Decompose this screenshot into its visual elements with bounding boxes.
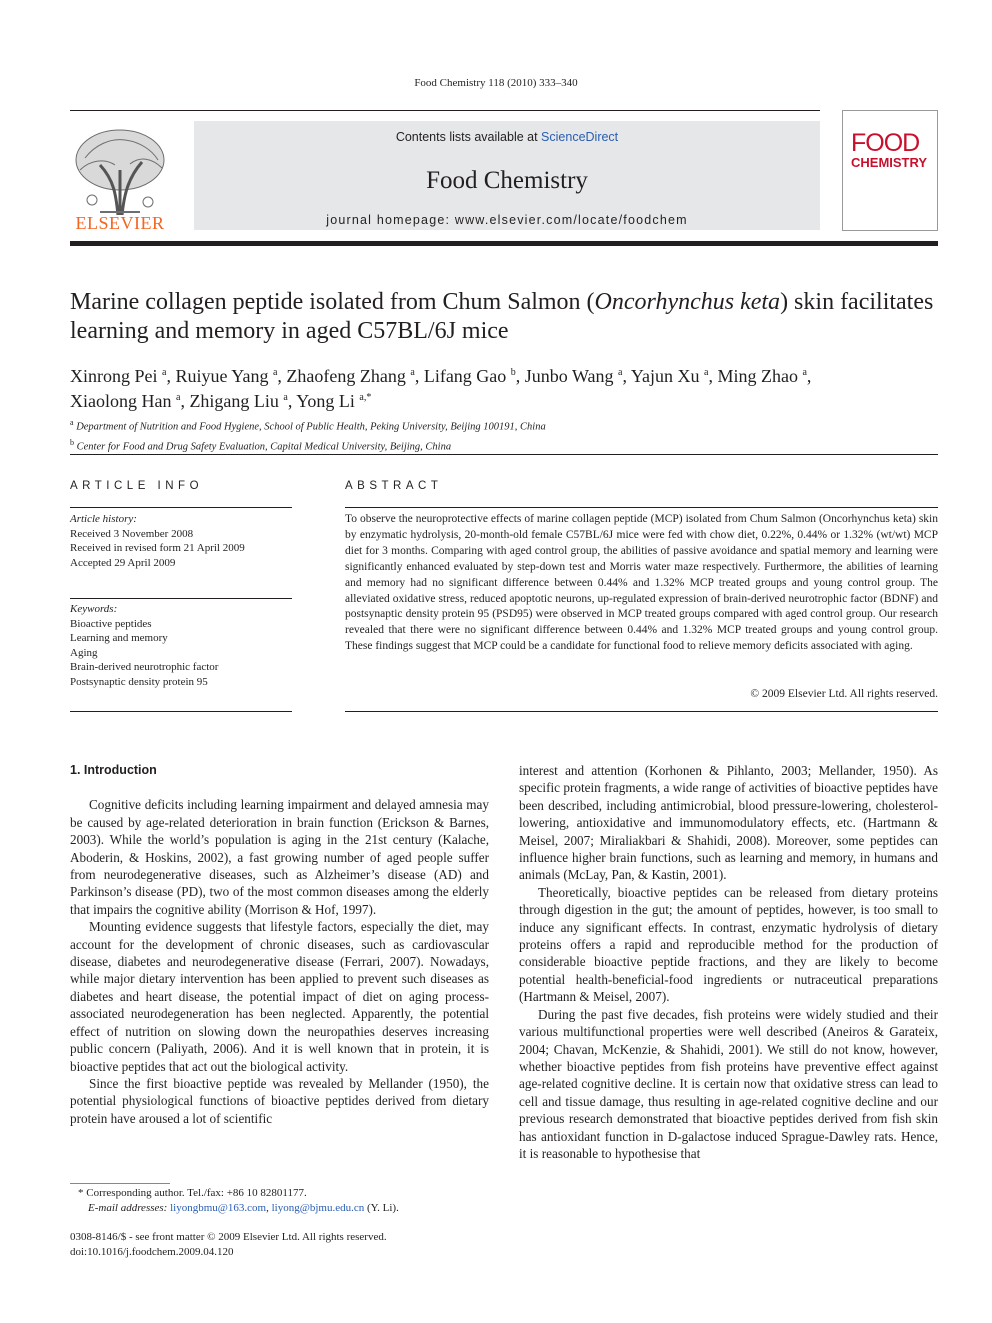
- article-info-heading: ARTICLE INFO: [70, 480, 204, 492]
- contents-line: [194, 130, 820, 144]
- abstract-text: To observe the neuroprotective effects of marine collagen peptide (MCP) isolated from Chum Salmon (Oncorhynchus keta) skin by enzymatic hydrolysis, 20-month-old female C57BL/6J mice were fed with chow diet, 0.22%, 0.44% or 1.32% (wt/wt) MCP diet for 3 months. Comparing with aged control group, the abilities of passive avoidance and spatial memory and learning were significantly enhanced evaluated by step-down test and Morris water maze respectively. Furthermore, the abilities of learning and memory had no significant difference between 0.44% and 1.32% MCP treated groups and young control group. The alleviated oxidative stress, reduced apoptotic neurons, up-regulated expression of brain-derived neurotrophic factor (BDNF) and postsynaptic density protein 95 (PSD95) were observed in MCP treated groups compared with aged control group. Our research revealed that there were no significant difference between 0.44% and 1.32% MCP treated groups and young control group. These findings suggest that MCP could be a candidate for functional food to relieve memory deficits associated with aging.: [345, 513, 938, 653]
- history-label: Article history:: [70, 513, 137, 525]
- info-rule-3: [70, 711, 292, 712]
- keywords-label: Keywords:: [70, 603, 118, 615]
- masthead-top-rule: [70, 110, 820, 111]
- author-name[interactable]: Xinrong Pei $^a$: [70, 366, 167, 386]
- author-name[interactable]: Yajun Xu $^a$: [630, 366, 709, 386]
- section-heading-introduction: 1. Introduction: [70, 763, 157, 777]
- corresponding-author-note: * Corresponding author. Tel./fax: +86 10 82801177.: [78, 1187, 307, 1199]
- article-history: [70, 512, 292, 570]
- author-affiliation-marker[interactable]: a: [618, 367, 623, 378]
- email-link-1[interactable]: liyongbmu@163.com: [170, 1201, 267, 1214]
- email-link-2[interactable]: liyong@bjmu.edu.cn: [271, 1201, 365, 1214]
- info-rule-1: [70, 507, 292, 508]
- article-title: Marine collagen peptide isolated from Chum Salmon (Oncorhynchus keta) skin facilitates learning and memory in aged C57BL/6J mice: [70, 289, 934, 344]
- author-name[interactable]: Yong Li $^{a,*}$: [296, 391, 372, 411]
- journal-reference: Food Chemistry 118 (2010) 333–340: [414, 77, 578, 89]
- keywords-block: [70, 602, 292, 689]
- author-affiliation-marker[interactable]: a: [175, 392, 181, 403]
- affiliation-marker: a: [70, 418, 74, 427]
- history-item: Accepted 29 April 2009: [70, 556, 176, 569]
- cover-line1: FOOD: [851, 129, 920, 157]
- footnote-rule: [70, 1183, 170, 1184]
- author-list: [70, 362, 938, 412]
- author-affiliation-marker[interactable]: a: [410, 367, 415, 378]
- author-name[interactable]: Xiaolong Han $^a$: [70, 391, 181, 411]
- email-note: E-mail addresses: liyongbmu@163.com, liyong@bjmu.edu.cn (Y. Li).: [88, 1201, 399, 1214]
- keyword: Brain-derived neurotrophic factor: [70, 661, 219, 673]
- author-name[interactable]: Lifang Gao $^b$: [423, 366, 516, 386]
- keyword: Learning and memory: [70, 632, 168, 644]
- author-name[interactable]: Junbo Wang $^a$: [524, 366, 623, 386]
- author-affiliation-marker[interactable]: a,*: [359, 392, 372, 403]
- author-affiliation-marker[interactable]: a: [283, 392, 288, 403]
- author-line-1: Xinrong Pei $^a$, Ruiyue Yang $^a$, Zhaofeng Zhang $^a$, Lifang Gao $^b$, Junbo Wang $^a$, Yajun Xu $^a$, Ming Zhao $^a$,: [70, 366, 812, 386]
- history-item: Received 3 November 2008: [70, 527, 194, 540]
- keyword-list: [70, 617, 292, 690]
- author-affiliation-marker[interactable]: b: [510, 367, 516, 378]
- info-rule-2: [70, 598, 292, 599]
- author-affiliation-marker[interactable]: a: [272, 367, 278, 378]
- masthead-thick-rule: [70, 241, 938, 246]
- journal-cover-thumbnail[interactable]: [842, 110, 938, 231]
- affiliation: $^b$ Center for Food and Drug Safety Evaluation, Capital Medical University, Beijing, China: [70, 437, 452, 452]
- keyword: Aging: [70, 646, 98, 659]
- cover-line2: CHEMISTRY: [851, 155, 928, 170]
- publisher-name: ELSEVIER: [75, 213, 165, 233]
- abstract-rule-bottom: [345, 711, 938, 712]
- journal-title: Food Chemistry: [426, 167, 588, 194]
- author-affiliation-marker[interactable]: a: [704, 367, 709, 378]
- author-name[interactable]: Zhaofeng Zhang $^a$: [286, 366, 415, 386]
- abstract-rule-top: [345, 507, 938, 508]
- keyword: Bioactive peptides: [70, 617, 152, 630]
- affiliations: [70, 415, 938, 454]
- issn-line: 0308-8146/$ - see front matter © 2009 Elsevier Ltd. All rights reserved.: [70, 1231, 387, 1243]
- contents-prefix: Contents lists available at: [395, 130, 542, 144]
- email-suffix: (Y. Li).: [366, 1201, 399, 1214]
- paragraph: Cognitive deficits including learning impairment and delayed amnesia may be caused by age-related deterioration in brain function (Erickson & Barnes, 2003). While the world’s population is aging in the 21st century (Kalache, Aboderin, & Hoskins, 2002), a fast growing number of aged people suffer from neurodegenerative diseases, such as Alzheimer’s disease (AD) and Parkinson’s disease (PD), two of the most common diseases among the elderly that impairs the cognitive ability (Morrison & Hof, 1997).: [70, 797, 489, 917]
- history-item: Received in revised form 21 April 2009: [70, 542, 245, 554]
- email-label: E-mail addresses:: [88, 1201, 168, 1214]
- abstract-heading: ABSTRACT: [345, 480, 443, 492]
- paragraph: During the past five decades, fish proteins were widely studied and their various multifunctional properties were well described (Aneiros & Garateix, 2004; Chavan, McKenzie, & Shahidi, 2001). We still do not know, however, whether bioactive peptides from fish proteins have preventive effect against age-related cognitive decline. It is certain now that oxidative stress can lead to cell and tissue damage, thus resulting in age-related cognitive decline and our previous research demonstrated that bioactive peptides derived from fish skin has antioxidant function in D-galactose induced Sprague-Dawley rats. Hence, it is reasonable to hypothesise that: [519, 1006, 938, 1161]
- abstract-copyright: © 2009 Elsevier Ltd. All rights reserved.: [750, 688, 938, 700]
- footnotes: [70, 1186, 489, 1215]
- body-column-left: [70, 762, 489, 1127]
- author-name[interactable]: Ruiyue Yang $^a$: [175, 366, 278, 386]
- front-matter: [70, 1230, 489, 1259]
- journal-homepage-link[interactable]: journal homepage: www.elsevier.com/locate/foodchem: [326, 213, 688, 227]
- masthead: [70, 110, 938, 248]
- author-affiliation-marker[interactable]: a: [802, 367, 807, 378]
- sciencedirect-link[interactable]: ScienceDirect: [541, 130, 619, 144]
- keyword: Postsynaptic density protein 95: [70, 675, 208, 688]
- history-list: [70, 527, 292, 571]
- doi-link[interactable]: doi:10.1016/j.foodchem.2009.04.120: [70, 1245, 234, 1258]
- paragraph: Theoretically, bioactive peptides can be released from dietary proteins through digestion in the gut; the amount of peptides, however, is too small to induce any significant effects. In contrast, enzymatic hydrolysis of dietary proteins offers a rapid and reproducible method for the production of considerable bioactive peptide fractions, and they are likely to become potential health-beneficial-food ingredients or nutraceutical preparations (Hartmann & Meisel, 2007).: [519, 884, 938, 1005]
- author-affiliation-marker[interactable]: a: [162, 367, 167, 378]
- body-column-right: [519, 762, 938, 1162]
- paragraph: Mounting evidence suggests that lifestyle factors, especially the diet, may account for the development of chronic diseases, such as cardiovascular disease, diabetes and neurodegenerative disease (Ferrari, 2007). Nowadays, while major dietary intervention has been applied to prevent such diseases as diabetes and heart disease, the potential impact of diet on aging process-associated neurodegeneration has been neglected. Apparently, the potential effect of nutrition on slowing down the neuropathies deserves increasing public concern (Paliyath, 2006). And it is well known that in protein, it is bioactive peptides that act out the biological activity.: [70, 919, 489, 1074]
- author-name[interactable]: Ming Zhao $^a$: [717, 366, 807, 386]
- paragraph: Since the first bioactive peptide was revealed by Mellander (1950), the potential physiological functions of bioactive peptides derived from dietary protein have aroused a lot of scientific: [70, 1075, 489, 1126]
- author-line-2: Xiaolong Han $^a$, Zhigang Liu $^a$, Yong Li $^{a,*}$: [70, 391, 372, 411]
- header-divider: [70, 454, 938, 455]
- affiliation-marker: b: [70, 437, 74, 447]
- affiliation: $^a$ Department of Nutrition and Food Hygiene, School of Public Health, Peking University, Beijing 100191, China: [70, 418, 546, 433]
- paragraph: interest and attention (Korhonen & Pihlanto, 2003; Mellander, 1950). As specific protein fragments, a wide range of activities of bioactive peptides have been described, including antimicrobial, blood pressure-lowering, cholesterol-lowering, antioxidative and immunomodulatory effects, etc. (Hartmann & Meisel, 2007; Miraliakbari & Shahidi, 2008). Moreover, some peptides can influence higher brain functions, such as learning and memory, in humans and animals (McLay, Pan, & Kastin, 2001).: [519, 763, 938, 883]
- author-name[interactable]: Zhigang Liu $^a$: [189, 391, 288, 411]
